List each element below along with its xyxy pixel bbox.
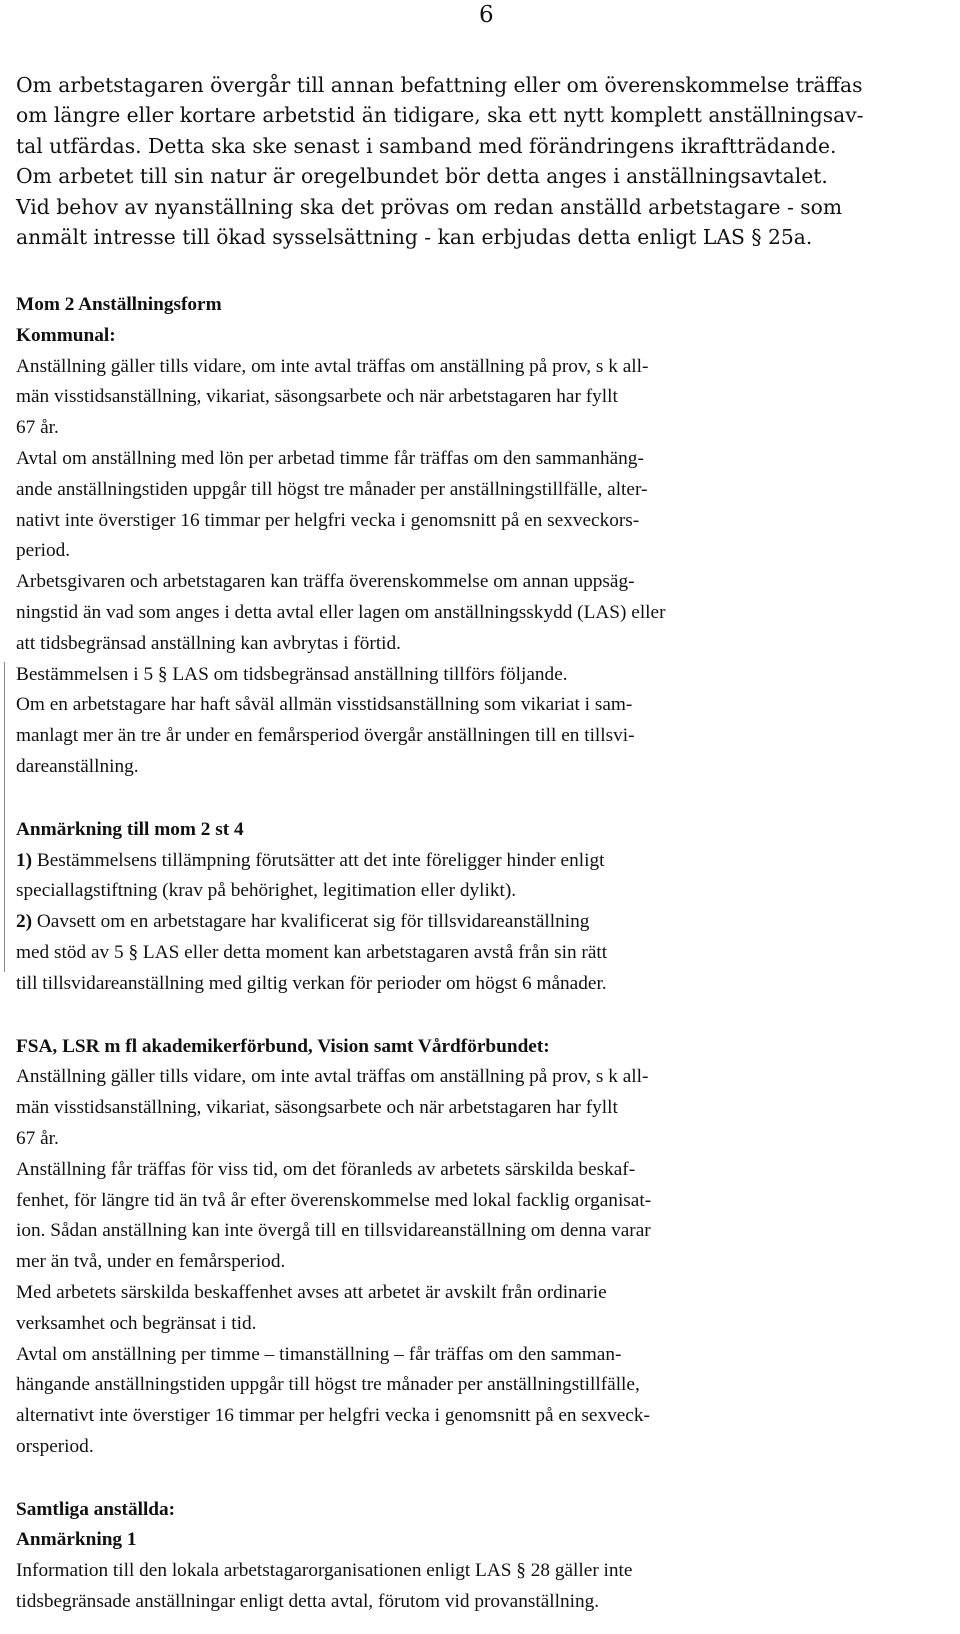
mom2-section xyxy=(16,290,946,1618)
text-line: ande anställningstiden uppgår till högst tre månader per anställningstillfälle, alter- xyxy=(16,478,648,500)
text-line: ningstid än vad som anges i detta avtal eller lagen om anställningsskydd (LAS) eller xyxy=(16,601,666,623)
fsa-heading: FSA, LSR m fl akademikerförbund, Vision samt Vårdförbundet: xyxy=(16,1035,550,1057)
text-line: om längre eller kortare arbetstid än tidigare, ska ett nytt komplett anställningsav- xyxy=(16,103,864,128)
text-line: män visstidsanställning, vikariat, säsongsarbete och när arbetstagaren har fyllt xyxy=(16,1097,618,1119)
text-line: Om en arbetstagare har haft såväl allmän visstidsanställning som vikariat i sam- xyxy=(16,694,633,716)
change-margin-bar xyxy=(4,662,5,972)
text-line: 67 år. xyxy=(16,1127,59,1149)
text-line: tal utfärdas. Detta ska ske senast i samband med förändringens ikraftträdande. xyxy=(16,133,837,158)
text-line: anmält intresse till ökad sysselsättning - kan erbjudas detta enligt LAS § 25a. xyxy=(16,225,813,250)
item-number: 1) xyxy=(16,849,33,871)
text-line: Avtal om anställning med lön per arbetad timme får träffas om den sammanhäng- xyxy=(16,447,644,469)
text-line: Om arbetstagaren övergår till annan befattning eller om överenskommelse träffas xyxy=(16,73,863,97)
text-line: period. xyxy=(16,540,71,562)
spacer xyxy=(16,783,946,815)
text-line: Anställning gäller tills vidare, om inte avtal träffas om anställning på prov, s k all- xyxy=(16,1066,649,1088)
text-line: till tillsvidareanställning med giltig verkan för perioder om högst 6 månader. xyxy=(16,972,607,994)
text-line: speciallagstiftning (krav på behörighet, legitimation eller dylikt). xyxy=(16,880,517,902)
text-line: alternativt inte överstiger 16 timmar per helgfri vecka i genomsnitt på en sexveck- xyxy=(16,1405,650,1427)
text-line: 67 år. xyxy=(16,417,59,439)
page-number: 6 xyxy=(479,2,494,28)
text-line: att tidsbegränsad anställning kan avbrytas i förtid. xyxy=(16,632,401,654)
anmarkning-heading: Anmärkning till mom 2 st 4 xyxy=(16,818,244,840)
item-text: Bestämmelsens tillämpning förutsätter att det inte föreligger hinder enligt xyxy=(32,849,605,871)
text-line: Anställning gäller tills vidare, om inte avtal träffas om anställning på prov, s k all- xyxy=(16,355,649,377)
text-line: mer än två, under en femårsperiod. xyxy=(16,1251,286,1273)
text-line: med stöd av 5 § LAS eller detta moment kan arbetstagaren avstå från sin rätt xyxy=(16,941,608,963)
text-line: ion. Sådan anställning kan inte övergå till en tillsvidareanställning om denna varar xyxy=(16,1220,651,1242)
section-heading: Mom 2 Anställningsform xyxy=(16,294,222,315)
text-line: nativt inte överstiger 16 timmar per helgfri vecka i genomsnitt på en sexveckors- xyxy=(16,509,640,531)
kommunal-heading: Kommunal: xyxy=(16,324,116,346)
text-line: orsperiod. xyxy=(16,1435,94,1457)
text-line: män visstidsanställning, vikariat, säsongsarbete och när arbetstagaren har fyllt xyxy=(16,386,618,408)
text-line: hängande anställningstiden uppgår till högst tre månader per anställningstillfälle, xyxy=(16,1374,640,1396)
anmarkning-item-1 xyxy=(16,846,946,877)
spacer xyxy=(16,1463,946,1495)
text-line: dareanställning. xyxy=(16,755,139,777)
intro-paragraph xyxy=(16,70,946,252)
text-line: Anställning får träffas för viss tid, om det föranleds av arbetets särskilda beskaf- xyxy=(16,1158,636,1180)
text-line: Om arbetet till sin natur är oregelbundet bör detta anges i anställningsavtalet. xyxy=(16,164,828,189)
text-line: manlagt mer än tre år under en femårsperiod övergår anställningen till en tillsvi- xyxy=(16,725,635,747)
item-number: 2) xyxy=(16,911,33,933)
text-line: tidsbegränsade anställningar enligt detta avtal, förutom vid provanställning. xyxy=(16,1591,600,1613)
text-line: verksamhet och begränsat i tid. xyxy=(16,1312,257,1334)
anmarkning-item-2 xyxy=(16,907,946,938)
text-line: Arbetsgivaren och arbetstagaren kan träffa överenskommelse om annan uppsäg- xyxy=(16,571,635,593)
samtliga-anmarkning-heading: Anmärkning 1 xyxy=(16,1529,137,1551)
spacer xyxy=(16,1000,946,1032)
text-line: Vid behov av nyanställning ska det prövas om redan anställd arbetstagare - som xyxy=(16,194,843,219)
text-line: Information till den lokala arbetstagarorganisationen enligt LAS § 28 gäller inte xyxy=(16,1560,633,1582)
text-line: fenhet, för längre tid än två år efter överenskommelse med lokal facklig organisat- xyxy=(16,1189,652,1211)
item-text: Oavsett om en arbetstagare har kvalificerat sig för tillsvidareanställning xyxy=(32,911,590,933)
text-line: Avtal om anställning per timme – timanställning – får träffas om den samman- xyxy=(16,1343,622,1365)
samtliga-heading: Samtliga anställda: xyxy=(16,1498,176,1520)
text-line: Med arbetets särskilda beskaffenhet avses att arbetet är avskilt från ordinarie xyxy=(16,1281,607,1303)
text-line: Bestämmelsen i 5 § LAS om tidsbegränsad anställning tillförs följande. xyxy=(16,663,568,685)
